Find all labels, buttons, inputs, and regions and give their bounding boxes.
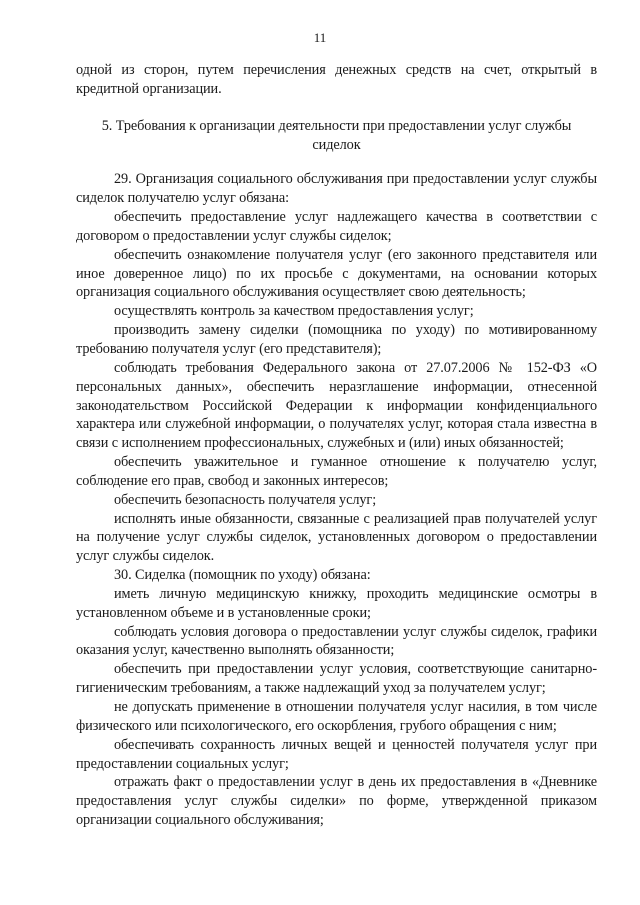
list-item: обеспечить безопасность получателя услуг; <box>114 491 377 508</box>
paragraph-30: 30. Сиделка (помощник по уходу) обязана: <box>114 567 371 584</box>
list-item: соблюдать условия договора о предоставлении услуг службы сиделок, графики оказания услуг, качественно выполнять обязанности; <box>76 623 597 659</box>
list-item: не допускать применение в отношении получателя услуг насилия, в том числе физического или психологического, его оскорбления, грубого обращения с ним; <box>76 699 597 734</box>
list-item: обеспечить предоставление услуг надлежащего качества в соответствии с договором о предоставлении услуг службы сиделок; <box>76 209 597 244</box>
list-item: исполнять иные обязанности, связанные с реализацией прав получателей услуг на получение услуг службы сиделок, установленных договором о предоставлении услуг службы сиделок. <box>76 510 597 565</box>
section-heading: 5. Требования к организации деятельности при предоставлении услуг службы сиделок <box>101 117 572 153</box>
list-item: отражать факт о предоставлении услуг в день их предоставления в «Дневнике предоставления услуг службы сиделки» по форме, утвержденной приказом организации социального обслуживания; <box>76 774 597 829</box>
paragraph-29: 29. Организация социального обслуживания при предоставлении услуг службы сиделок получателю услуг обязана: <box>76 171 597 207</box>
intro-paragraph: одной из сторон, путем перечисления денежных средств на счет, открытый в кредитной организации. <box>76 62 597 97</box>
list-item: иметь личную медицинскую книжку, проходить медицинские осмотры в установленном объеме и в установленные сроки; <box>76 585 597 621</box>
list-item: обеспечивать сохранность личных вещей и ценностей получателя услуг при предоставлении социальных услуг; <box>76 736 597 772</box>
page-number: 11 <box>313 30 327 45</box>
list-item: обеспечить при предоставлении услуг условия, соответствующие санитарно-гигиеническим требованиям, а также надлежащий уход за получателем услуг; <box>76 661 597 697</box>
list-item: производить замену сиделки (помощника по уходу) по мотивированному требованию получателя услуг (его представителя); <box>76 322 597 357</box>
list-item: осуществлять контроль за качеством предоставления услуг; <box>114 303 474 320</box>
list-item: обеспечить уважительное и гуманное отношение к получателю услуг, соблюдение его прав, свобод и законных интересов; <box>76 454 597 489</box>
document-body <box>76 61 597 830</box>
list-item: обеспечить ознакомление получателя услуг (его законного представителя или иное доверенное лицо) по их просьбе с документами, на основании которых организация социального обслуживания осуществляет свою деятельность; <box>76 246 597 301</box>
list-item: соблюдать требования Федерального закона от 27.07.2006 № 152-ФЗ «О персональных данных», обеспечить неразглашение информации, отнесенной законодательством Российской Федерации к информации конфиденциального характера или служебной информации, о получателях услуг, которая стала известна в связи с исполнением профессиональных, служебных и (или) иных обязанностей; <box>76 359 597 452</box>
